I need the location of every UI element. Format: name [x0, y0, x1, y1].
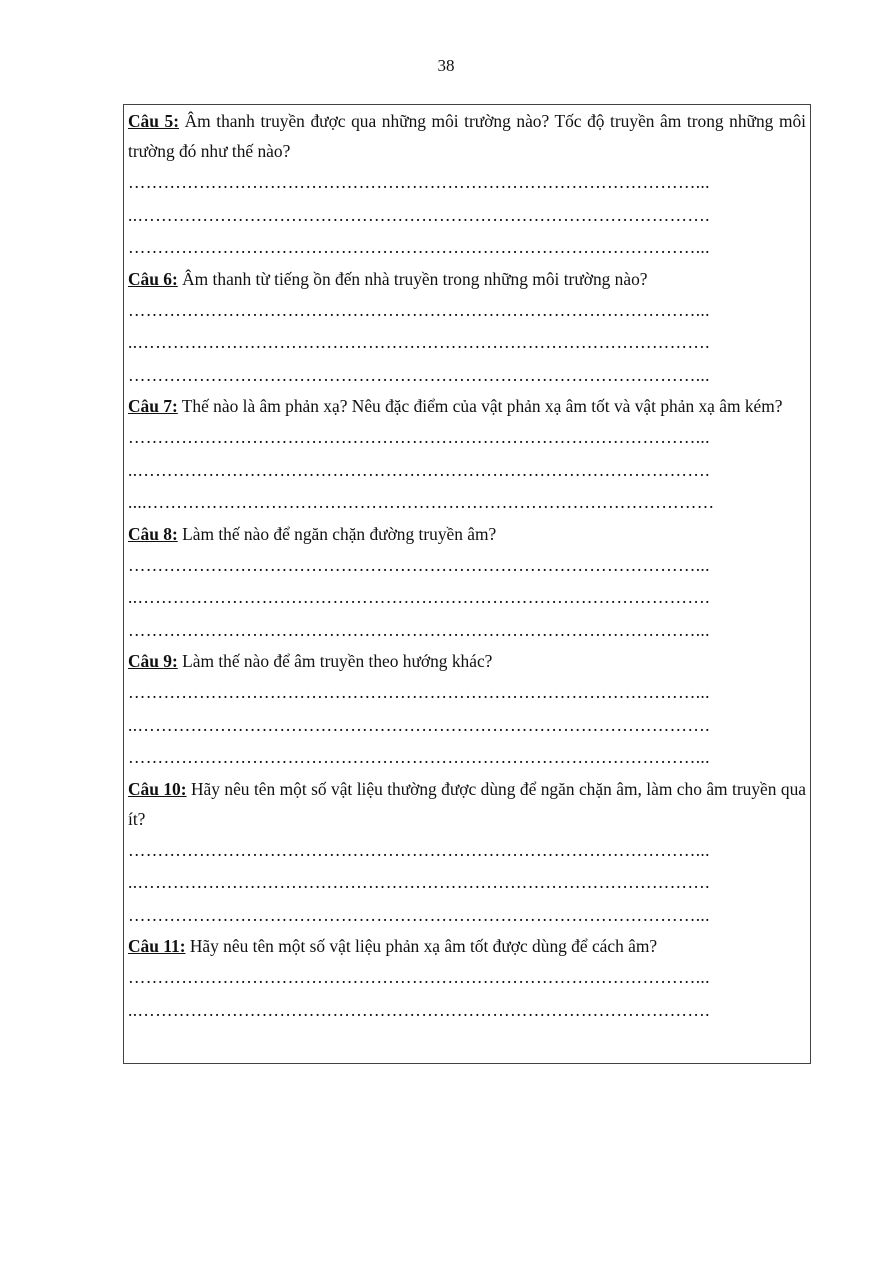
question-5 [128, 106, 806, 166]
question-text: Làm thế nào để ngăn chặn đường truyền âm? [177, 523, 497, 544]
question-9 [128, 646, 806, 676]
answer-line[interactable]: ..……………………………………………………………………………………. [128, 714, 710, 735]
question-label: Câu 6: [128, 268, 178, 289]
question-label: Câu 11: [128, 936, 186, 956]
question-text: Hãy nêu tên một số vật liệu phản xạ âm tốt được dùng để cách âm? [185, 936, 658, 956]
question-8 [128, 519, 806, 549]
question-11 [128, 931, 806, 961]
question-text: Làm thế nào để âm truyền theo hướng khác? [177, 651, 493, 671]
question-text: Thế nào là âm phản xạ? Nêu đặc điểm của vật phản xạ âm tốt và vật phản xạ âm kém? [177, 396, 783, 416]
answer-line[interactable]: ……………………………………………………………………………………... [128, 427, 710, 447]
question-text: Âm thanh truyền được qua những môi trường nào? Tốc độ truyền âm trong những môi trường đó như thế nào? [128, 111, 807, 161]
answer-line[interactable]: ..……………………………………………………………………………………. [128, 204, 710, 225]
answer-line[interactable]: ……………………………………………………………………………………... [128, 554, 710, 575]
answer-line[interactable]: ……………………………………………………………………………………... [128, 967, 710, 987]
answer-line[interactable]: ……………………………………………………………………………………... [128, 299, 710, 320]
question-label: Câu 10: [128, 778, 187, 799]
answer-line[interactable]: ..……………………………………………………………………………………. [128, 459, 710, 480]
question-text: Âm thanh từ tiếng ồn đến nhà truyền trong những môi trường nào? [177, 268, 648, 289]
answer-line[interactable]: ..……………………………………………………………………………………. [128, 587, 710, 607]
question-text: Hãy nêu tên một số vật liệu thường được dùng để ngăn chặn âm, làm cho âm truyền qua ít? [128, 778, 806, 829]
answer-line[interactable]: ……………………………………………………………………………………... [128, 172, 710, 192]
answer-line[interactable]: ....…………………………………………………………………………………… [128, 492, 715, 512]
question-7 [128, 391, 806, 421]
question-label: Câu 9: [128, 651, 178, 671]
question-10 [128, 774, 806, 834]
answer-line[interactable]: ..……………………………………………………………………………………. [128, 332, 710, 352]
answer-line[interactable]: ..……………………………………………………………………………………. [128, 872, 710, 892]
answer-line[interactable]: ……………………………………………………………………………………... [128, 839, 710, 860]
question-box [123, 104, 811, 1064]
answer-line[interactable]: ……………………………………………………………………………………... [128, 747, 710, 767]
question-label: Câu 5: [128, 111, 179, 131]
question-label: Câu 8: [128, 523, 178, 544]
answer-line[interactable]: ……………………………………………………………………………………... [128, 904, 710, 925]
answer-line[interactable]: ..……………………………………………………………………………………. [128, 999, 710, 1020]
answer-line[interactable]: ……………………………………………………………………………………... [128, 682, 710, 702]
page-number: 38 [437, 56, 455, 75]
question-label: Câu 7: [128, 396, 178, 416]
answer-line[interactable]: ……………………………………………………………………………………... [128, 237, 710, 257]
answer-line[interactable]: ……………………………………………………………………………………... [128, 364, 710, 385]
answer-line[interactable]: ……………………………………………………………………………………... [128, 619, 710, 640]
question-6 [128, 264, 806, 294]
